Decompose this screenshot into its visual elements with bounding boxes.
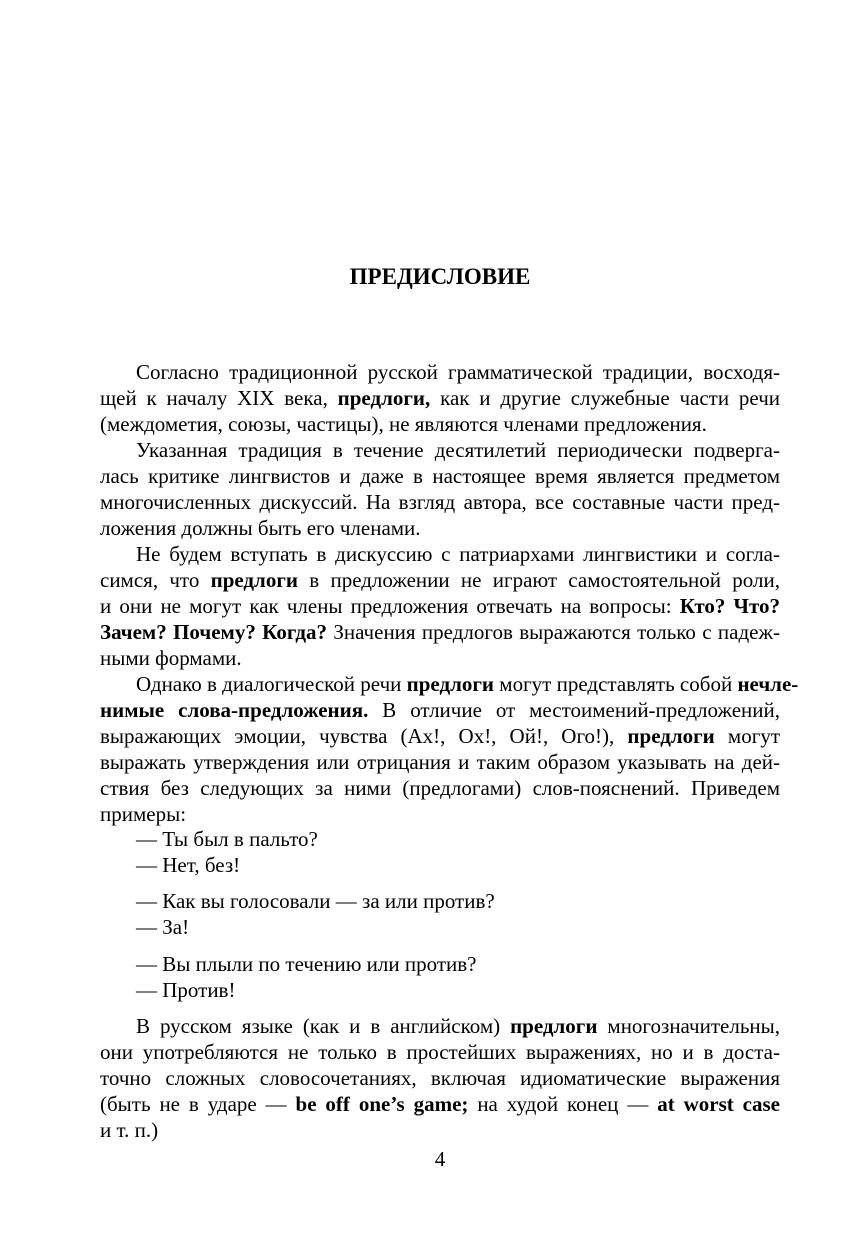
text: могут [714, 724, 780, 748]
paragraph-5-line-3: точно сложных словосочетаниях, включая идиоматические выражения [100, 1066, 780, 1090]
page-number: 4 [434, 1147, 446, 1171]
paragraph-3-line-5: ными формами. [100, 646, 242, 670]
paragraph-1-line-2 [100, 385, 780, 411]
dialogue-line: — Вы плыли по течению или против? [136, 952, 477, 976]
dialogue-line: — За! [136, 915, 190, 939]
bold-term: предлоги [627, 724, 715, 748]
bold-term: нечле- [737, 672, 799, 696]
paragraph-4-line-2 [100, 697, 780, 723]
text: многозначительны, [597, 1014, 780, 1038]
paragraph-3-line-2 [100, 567, 780, 593]
paragraph-5-line-4 [100, 1091, 780, 1117]
text: Однако в диалогической речи [136, 672, 407, 696]
paragraph-2-line-4: ложения должны быть его членами. [100, 516, 421, 540]
paragraph-3-line-4 [100, 619, 780, 645]
text: (быть не в ударе — [100, 1092, 296, 1116]
paragraph-1-line-1: Согласно традиционной русской грамматической традиции, восходя- [136, 360, 780, 384]
bold-term: нимые слова-предложения. [100, 698, 369, 722]
paragraph-2-line-3: многочисленных дискуссий. На взгляд автора, все составные части пред- [100, 490, 780, 514]
paragraph-1-line-3: (междометия, союзы, частицы), не являются членами предложения. [100, 412, 707, 436]
bold-questions: Зачем? Почему? Когда? [100, 620, 327, 644]
paragraph-3-line-1: Не будем вступать в дискуссию с патриархами лингвистики и согла- [136, 542, 780, 566]
paragraph-4-line-5: ствия без следующих за ними (предлогами) слов-пояснений. Приведем [100, 776, 780, 800]
bold-english: be off one’s game; [295, 1092, 469, 1116]
text: и они не могут как члены предложения отвечать на вопросы: [100, 594, 680, 618]
paragraph-4-line-1 [136, 671, 799, 697]
bold-questions: Кто? Что? [679, 594, 780, 618]
paragraph-4-line-6: примеры: [100, 802, 187, 826]
text: в предложении не играют самостоятельной роли, [297, 568, 780, 592]
text: симся, что [100, 568, 211, 592]
paragraph-5-line-1 [136, 1013, 780, 1039]
paragraph-3-line-3 [100, 593, 780, 619]
text: как и другие служебные части речи [430, 386, 780, 410]
text: щей к началу XIX века, [100, 386, 338, 410]
dialogue-line: — Как вы голосовали — за или против? [136, 889, 495, 913]
text: выражающих эмоции, чувства (Ах!, Ох!, Ой!, Ого!), [100, 724, 628, 748]
paragraph-2-line-1: Указанная традиция в течение десятилетий периодически подверга- [136, 438, 780, 462]
bold-english: at worst case [657, 1092, 780, 1116]
page-title: ПРЕДИСЛОВИЕ [349, 264, 531, 289]
document-page [100, 0, 799, 1241]
paragraph-4-line-3 [100, 723, 780, 749]
paragraph-5-line-2: они употребляются не только в простейших выражениях, но и в доста- [100, 1040, 780, 1064]
bold-term: предлоги [510, 1014, 598, 1038]
text: В отличие от местоимений-предложений, [368, 698, 780, 722]
paragraph-5-line-5: и т. п.) [100, 1118, 159, 1142]
bold-term: предлоги [406, 672, 495, 696]
paragraph-4-line-4: выражать утверждения или отрицания и таким образом указывать на дей- [100, 750, 780, 774]
text: В русском языке (как и в английском) [136, 1014, 511, 1038]
text: могут представлять собой [494, 672, 738, 696]
dialogue-line: — Против! [136, 978, 236, 1002]
paragraph-2-line-2: лась критике лингвистов и даже в настоящее время является предметом [100, 464, 780, 488]
text: Значения предлогов выражаются только с падеж- [326, 620, 780, 644]
dialogue-line: — Ты был в пальто? [136, 827, 318, 851]
bold-term: предлоги, [337, 386, 431, 410]
text: на худой конец — [468, 1092, 658, 1116]
dialogue-line: — Нет, без! [136, 853, 241, 877]
bold-term: предлоги [210, 568, 298, 592]
